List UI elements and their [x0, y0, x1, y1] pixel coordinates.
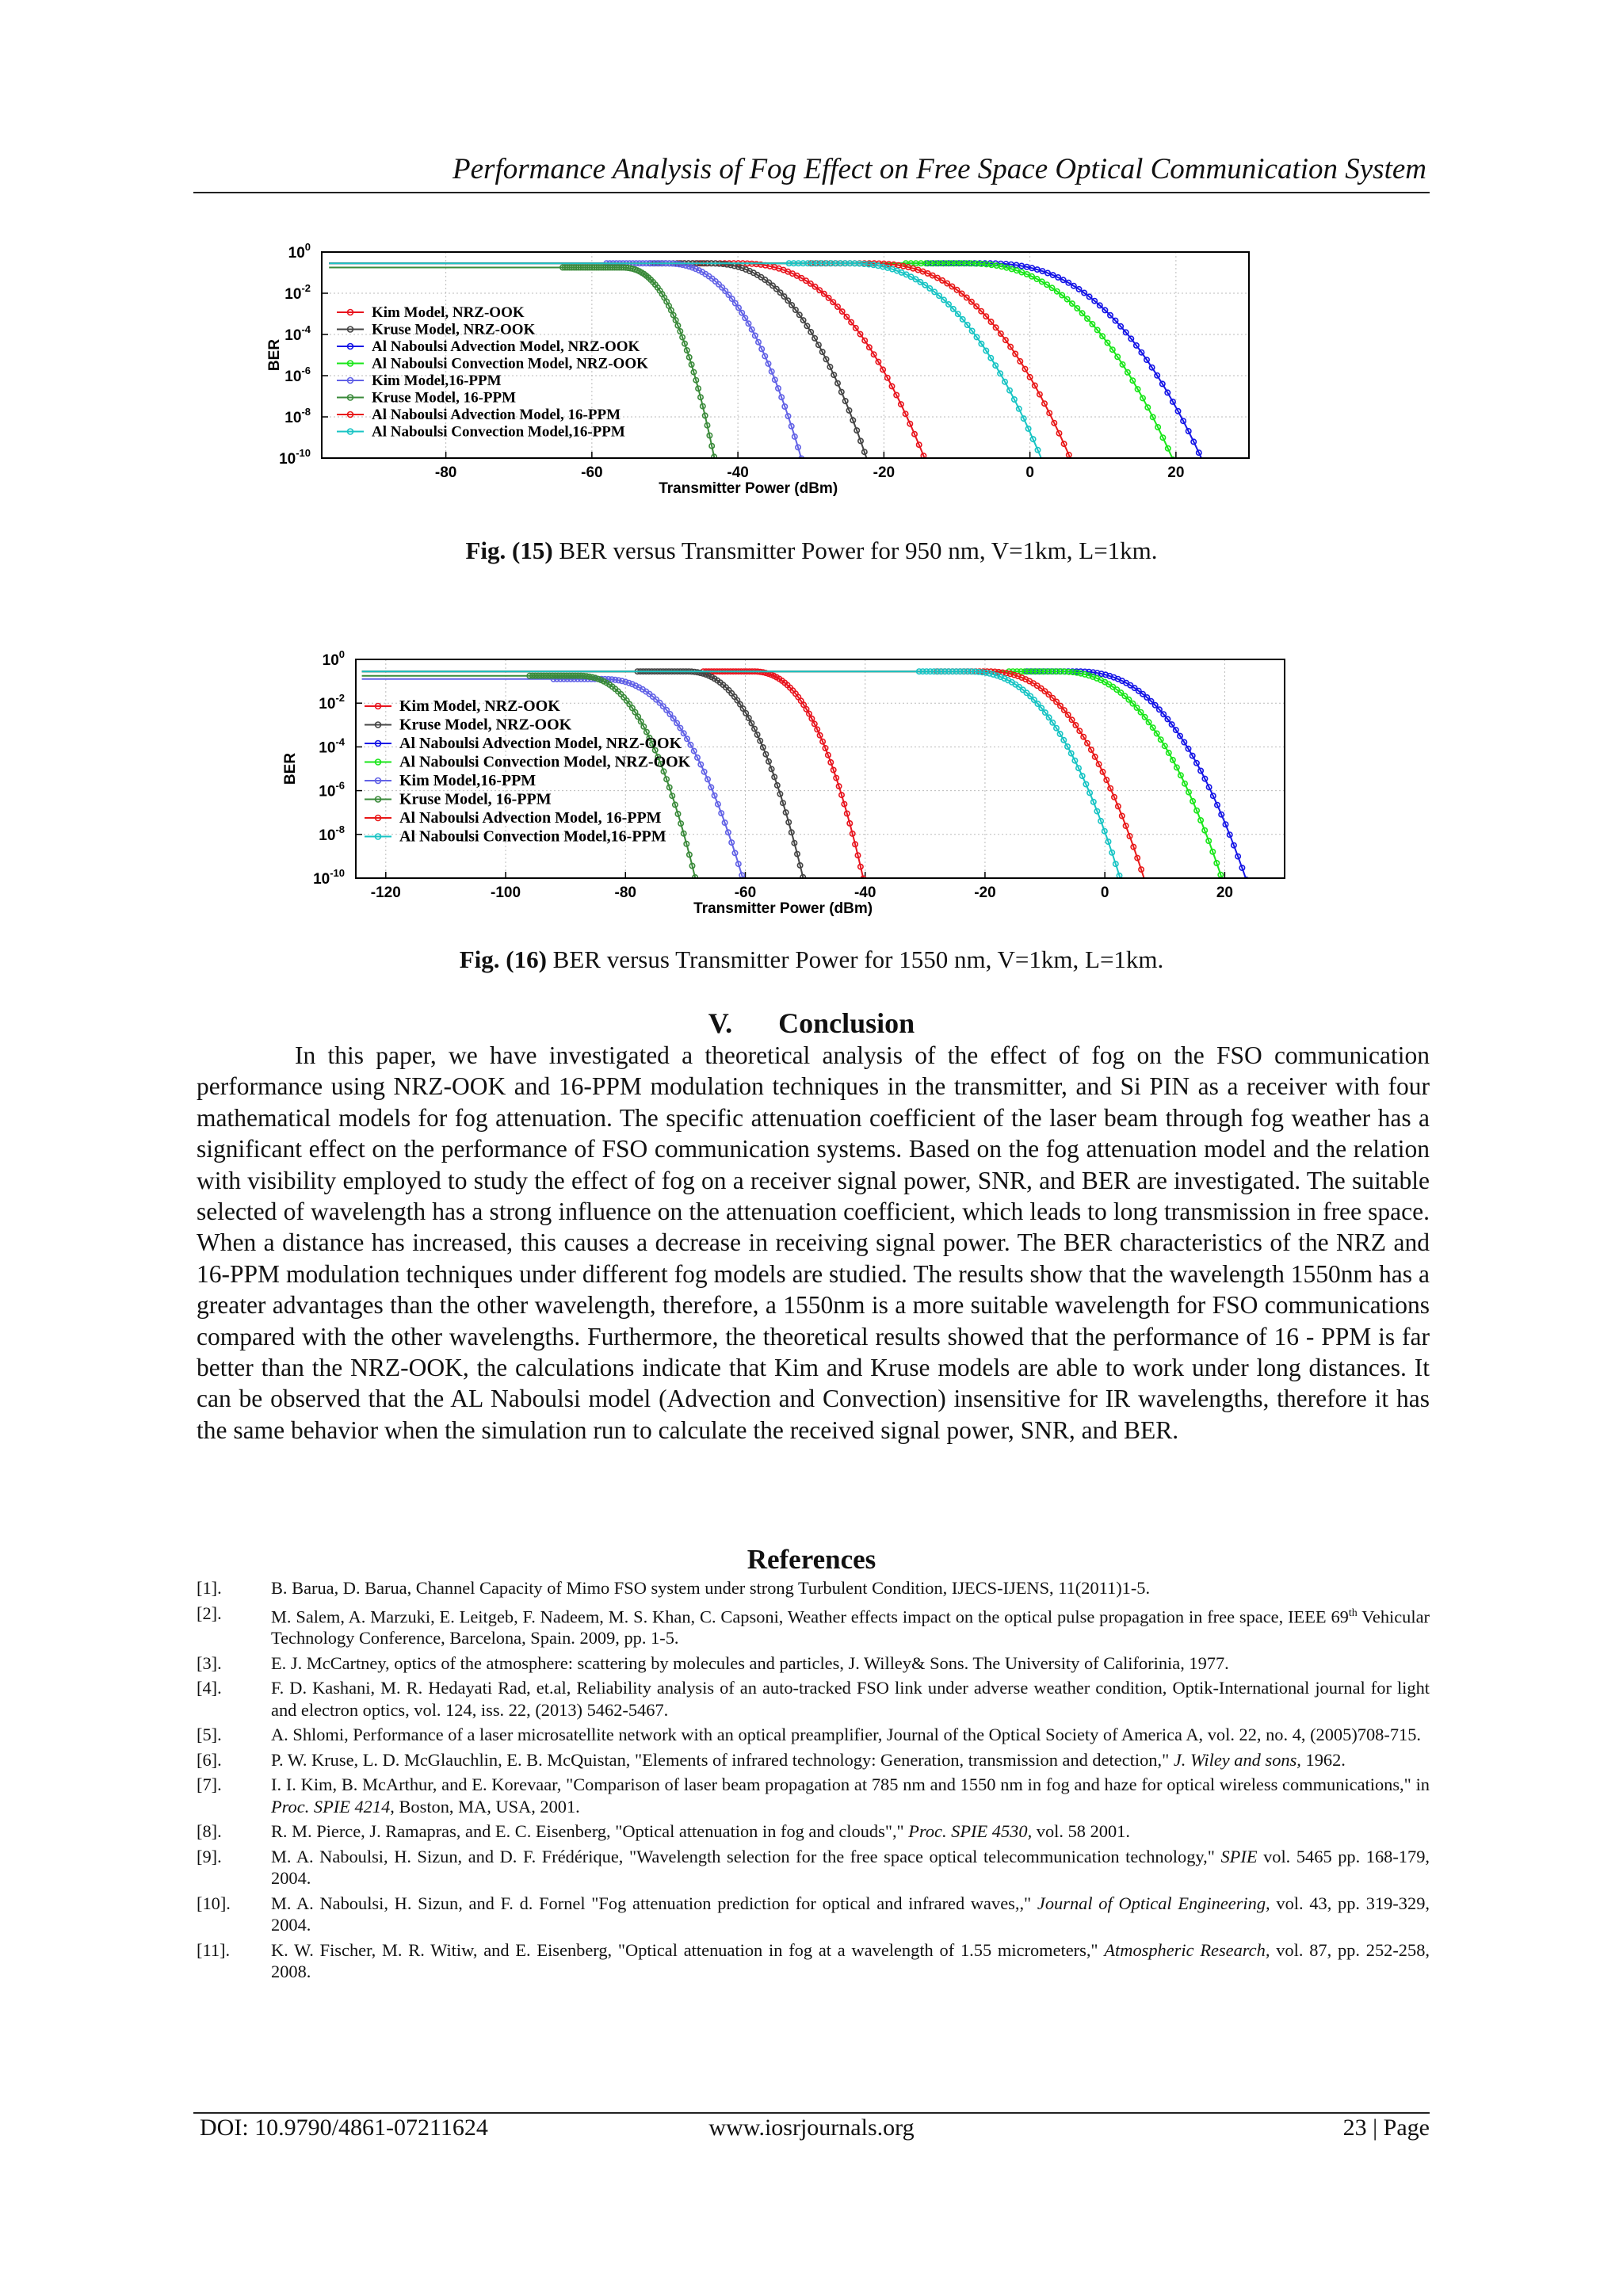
reference-number: [9].	[197, 1846, 222, 1866]
y-tick-base: 10	[285, 410, 302, 426]
series-marker	[1201, 461, 1206, 466]
figure-16	[277, 638, 1323, 917]
y-tick-exponent: -8	[301, 406, 311, 418]
x-tick-label: -120	[370, 884, 401, 901]
y-tick-exponent: 0	[338, 648, 345, 660]
y-tick-label	[323, 648, 345, 669]
y-tick-exponent: -8	[335, 823, 345, 835]
reference-text: M. A. Naboulsi, H. Sizun, and D. F. Frédérique, "Wavelength selection for the free space optical telecommunication technology," SPIE vol. 5465 pp. 168-179, 2004.	[271, 1846, 1430, 1889]
y-tick-exponent: -10	[296, 447, 311, 459]
reference-number: [4].	[197, 1678, 222, 1698]
y-tick-exponent: -10	[330, 867, 345, 879]
reference-italic: Proc. SPIE 4530,	[908, 1821, 1033, 1842]
x-axis-label: Transmitter Power (dBm)	[659, 480, 838, 497]
x-tick-label: -20	[974, 884, 996, 901]
y-tick-base: 10	[279, 451, 296, 468]
section-number: V.	[708, 1007, 733, 1039]
x-tick-label: -100	[491, 884, 521, 901]
reference-item	[197, 1774, 1430, 1817]
legend-label: Al Naboulsi Advection Model, 16-PPM	[372, 407, 621, 423]
reference-number: [1].	[197, 1578, 222, 1598]
y-tick-label	[279, 447, 311, 468]
y-tick-base: 10	[313, 871, 330, 888]
footer-doi: DOI: 10.9790/4861-07211624	[200, 2115, 488, 2141]
reference-superscript: th	[1348, 1606, 1358, 1619]
legend-label: Al Naboulsi Convection Model,16-PPM	[399, 827, 666, 846]
y-tick-label	[285, 365, 311, 385]
y-axis-label: BER	[266, 338, 283, 372]
y-tick-label	[319, 823, 345, 844]
series-marker	[1040, 459, 1044, 464]
reference-item	[197, 1749, 1430, 1771]
reference-number: [5].	[197, 1725, 222, 1745]
reference-text: A. Shlomi, Performance of a laser microsatellite network with an optical preamplifier, Journal of the Optical Society of America A, vol. 22, no. 4, (2005)708-715.	[271, 1725, 1422, 1745]
y-tick-label	[319, 692, 345, 712]
legend-label: Kim Model,16-PPM	[399, 772, 537, 789]
reference-number: [6].	[197, 1749, 222, 1770]
y-tick-base: 10	[285, 369, 302, 385]
reference-text: B. Barua, D. Barua, Channel Capacity of Mimo FSO system under strong Turbulent Condition, IJECS-IJENS, 11(2011)1-5.	[271, 1578, 1151, 1598]
conclusion-paragraph: In this paper, we have investigated a theoretical analysis of the effect of fog on the FSO communication performance using NRZ-OOK and 16-PPM modulation techniques in the transmitter, and Si PIN as a receiver with four mathematical models for fog attenuation. The specific attenuation coefficient of the laser beam through fog weather has a significant effect on the performance of FSO communication systems. Based on the fog attenuation model and the relation with visibility employed to study the effect of fog on a receiver signal power, SNR, and BER are investigated. The suitable selected of wavelength has a strong influence on the attenuation coefficient, which leads to long transmission in free space. When a distance has increased, this causes a decrease in receiving signal power. The BER characteristics of the NRZ and 16-PPM modulation techniques under different fog models are studied. The results show that the wavelength 1550nm has a greater advantages than the other wavelength, therefore, a 1550nm is a more suitable wavelength for FSO communications compared with the other wavelengths. Furthermore, the theoretical results showed that the performance of 16 - PPM is far better than the NRZ-OOK, the calculations indicate that Kim and Kruse models are able to work under long distances. It can be observed that the AL Naboulsi model (Advection and Convection) insensitive for IR wavelengths, therefore it has the same behavior when the simulation run to calculate the received signal power, SNR, and BER.	[197, 1041, 1430, 1444]
x-tick-label: -40	[727, 464, 749, 481]
y-tick-label	[288, 241, 311, 262]
reference-text: F. D. Kashani, M. R. Hedayati Rad, et.al, Reliability analysis of an auto-tracked FSO link under adverse weather condition, Optik-International journal for light and electron optics, vol. 124, iss. 22, (2013) 5462-5467.	[271, 1678, 1430, 1720]
x-tick-label: -40	[854, 884, 876, 901]
reference-text: K. W. Fischer, M. R. Witiw, and E. Eisenberg, "Optical attenuation in fog at a wavelength of 1.55 micrometers," Atmospheric Research, vol. 87, pp. 252-258, 2008.	[271, 1939, 1430, 1982]
x-tick-label: 0	[1100, 884, 1109, 901]
ber-chart-1550nm	[277, 638, 1323, 917]
reference-item	[197, 1677, 1430, 1721]
legend-label: Al Naboulsi Convection Model,16-PPM	[372, 423, 625, 441]
legend-label: Al Naboulsi Convection Model, NRZ-OOK	[372, 355, 648, 372]
x-tick-label: -60	[581, 464, 603, 481]
ber-chart-950nm	[262, 238, 1292, 497]
y-tick-label	[319, 735, 345, 756]
x-tick-label: 0	[1025, 464, 1034, 481]
y-tick-base: 10	[288, 245, 305, 262]
x-tick-label: 20	[1167, 464, 1185, 481]
reference-number: [7].	[197, 1775, 222, 1795]
x-tick-label: -20	[873, 464, 896, 481]
reference-text: R. M. Pierce, J. Ramapras, and E. C. Eisenberg, "Optical attenuation in fog and clouds"," Proc. SPIE 4530, vol. 58 2001.	[271, 1821, 1130, 1842]
reference-italic: Atmospheric Research,	[1104, 1939, 1270, 1960]
series-marker	[1143, 879, 1148, 884]
legend-label: Al Naboulsi Advection Model, NRZ-OOK	[372, 338, 640, 355]
legend-label: Kruse Model, NRZ-OOK	[372, 321, 536, 338]
reference-italic: Proc. SPIE 4214	[271, 1796, 391, 1817]
figure-16-label: Fig. (16)	[459, 946, 547, 973]
y-tick-label	[285, 282, 311, 303]
y-tick-label	[285, 323, 311, 344]
reference-item	[197, 1652, 1430, 1675]
reference-number: [11].	[197, 1939, 231, 1960]
y-tick-base: 10	[285, 327, 302, 344]
y-tick-exponent: 0	[304, 241, 311, 253]
x-axis-label: Transmitter Power (dBm)	[693, 900, 873, 917]
figure-15-label: Fig. (15)	[465, 537, 553, 564]
figure-15	[262, 238, 1292, 497]
y-tick-base: 10	[319, 696, 336, 713]
reference-item	[197, 1846, 1430, 1889]
y-tick-exponent: -6	[335, 779, 345, 792]
reference-number: [3].	[197, 1652, 222, 1673]
y-axis-label: BER	[282, 752, 299, 785]
y-tick-label	[319, 780, 345, 800]
y-tick-base: 10	[319, 783, 336, 800]
section-heading	[193, 1007, 1430, 1040]
reference-number: [10].	[197, 1893, 231, 1913]
legend-label: Kim Model, NRZ-OOK	[399, 697, 560, 715]
legend-label: Al Naboulsi Advection Model, NRZ-OOK	[399, 735, 682, 752]
figure-15-caption	[193, 537, 1430, 565]
legend-label: Al Naboulsi Advection Model, 16-PPM	[399, 809, 662, 827]
reference-item	[197, 1939, 1430, 1983]
reference-number: [8].	[197, 1821, 222, 1842]
footer-page-number: 23 | Page	[1342, 2115, 1430, 2141]
y-tick-exponent: -2	[301, 282, 311, 294]
y-tick-exponent: -4	[335, 735, 345, 748]
reference-number: [2].	[197, 1603, 222, 1623]
footer-rule	[193, 2112, 1430, 2114]
references-list	[197, 1577, 1430, 1986]
reference-item	[197, 1603, 1430, 1649]
reference-text: E. J. McCartney, optics of the atmosphere: scattering by molecules and particles, J. Willey& Sons. The University of Califorinia, 1977.	[271, 1652, 1229, 1673]
y-tick-label	[313, 867, 345, 888]
x-tick-label: 20	[1216, 884, 1233, 901]
y-tick-base: 10	[322, 652, 339, 669]
x-tick-label: -60	[734, 884, 757, 901]
reference-text: P. W. Kruse, L. D. McGlauchlin, E. B. McQuistan, "Elements of infrared technology: Generation, transmission and detection," J. Wiley and sons, 1962.	[271, 1749, 1346, 1770]
reference-item	[197, 1724, 1430, 1746]
reference-text: M. Salem, A. Marzuki, E. Leitgeb, F. Nadeem, M. S. Khan, C. Capsoni, Weather effects impact on the optical pulse propagation in free space, IEEE 69th Vehicular Technology Conference, Barcelona, Spain. 2009, pp. 1-5.	[271, 1606, 1430, 1648]
reference-item	[197, 1577, 1430, 1599]
reference-italic: SPIE	[1220, 1846, 1258, 1866]
references-heading: References	[747, 1544, 876, 1575]
figure-15-text: BER versus Transmitter Power for 950 nm, V=1km, L=1km.	[552, 537, 1158, 564]
figure-16-caption	[193, 946, 1430, 974]
legend-label: Kruse Model, NRZ-OOK	[399, 716, 572, 734]
section-title: Conclusion	[778, 1007, 915, 1039]
y-tick-exponent: -6	[301, 365, 311, 376]
reference-text: M. A. Naboulsi, H. Sizun, and F. d. Fornel "Fog attenuation prediction for optical and infrared waves,," Journal of Optical Engineering, vol. 43, pp. 319-329, 2004.	[271, 1893, 1430, 1935]
y-tick-base: 10	[319, 739, 336, 757]
reference-item	[197, 1893, 1430, 1936]
header-rule	[193, 192, 1430, 193]
reference-italic: J. Wiley and sons,	[1173, 1749, 1301, 1770]
reference-text: I. I. Kim, B. McArthur, and E. Korevaar, "Comparison of laser beam propagation at 785 nm and 1550 nm in fog and haze for optical wireless communications," in Proc. SPIE 4214, Boston, MA, USA, 2001.	[271, 1775, 1430, 1817]
y-tick-base: 10	[285, 286, 302, 303]
legend-label: Kruse Model, 16-PPM	[399, 790, 552, 808]
reference-item	[197, 1820, 1430, 1843]
figure-16-text: BER versus Transmitter Power for 1550 nm, V=1km, L=1km.	[546, 946, 1164, 973]
legend-label: Kim Model, NRZ-OOK	[372, 304, 525, 321]
y-tick-exponent: -4	[301, 323, 311, 335]
legend-label: Al Naboulsi Convection Model, NRZ-OOK	[399, 753, 691, 771]
x-tick-label: -80	[434, 464, 457, 481]
footer-website: www.iosrjournals.org	[708, 2115, 915, 2141]
y-tick-exponent: -2	[335, 692, 345, 705]
reference-italic: Journal of Optical Engineering,	[1037, 1893, 1270, 1913]
x-tick-label: -80	[614, 884, 636, 901]
legend-label: Kruse Model, 16-PPM	[372, 389, 517, 407]
running-title: Performance Analysis of Fog Effect on Free Space Optical Communication System	[453, 153, 1426, 185]
series-marker	[865, 460, 870, 465]
legend-label: Kim Model,16-PPM	[372, 372, 502, 389]
y-tick-label	[285, 406, 311, 426]
y-tick-base: 10	[319, 827, 336, 844]
